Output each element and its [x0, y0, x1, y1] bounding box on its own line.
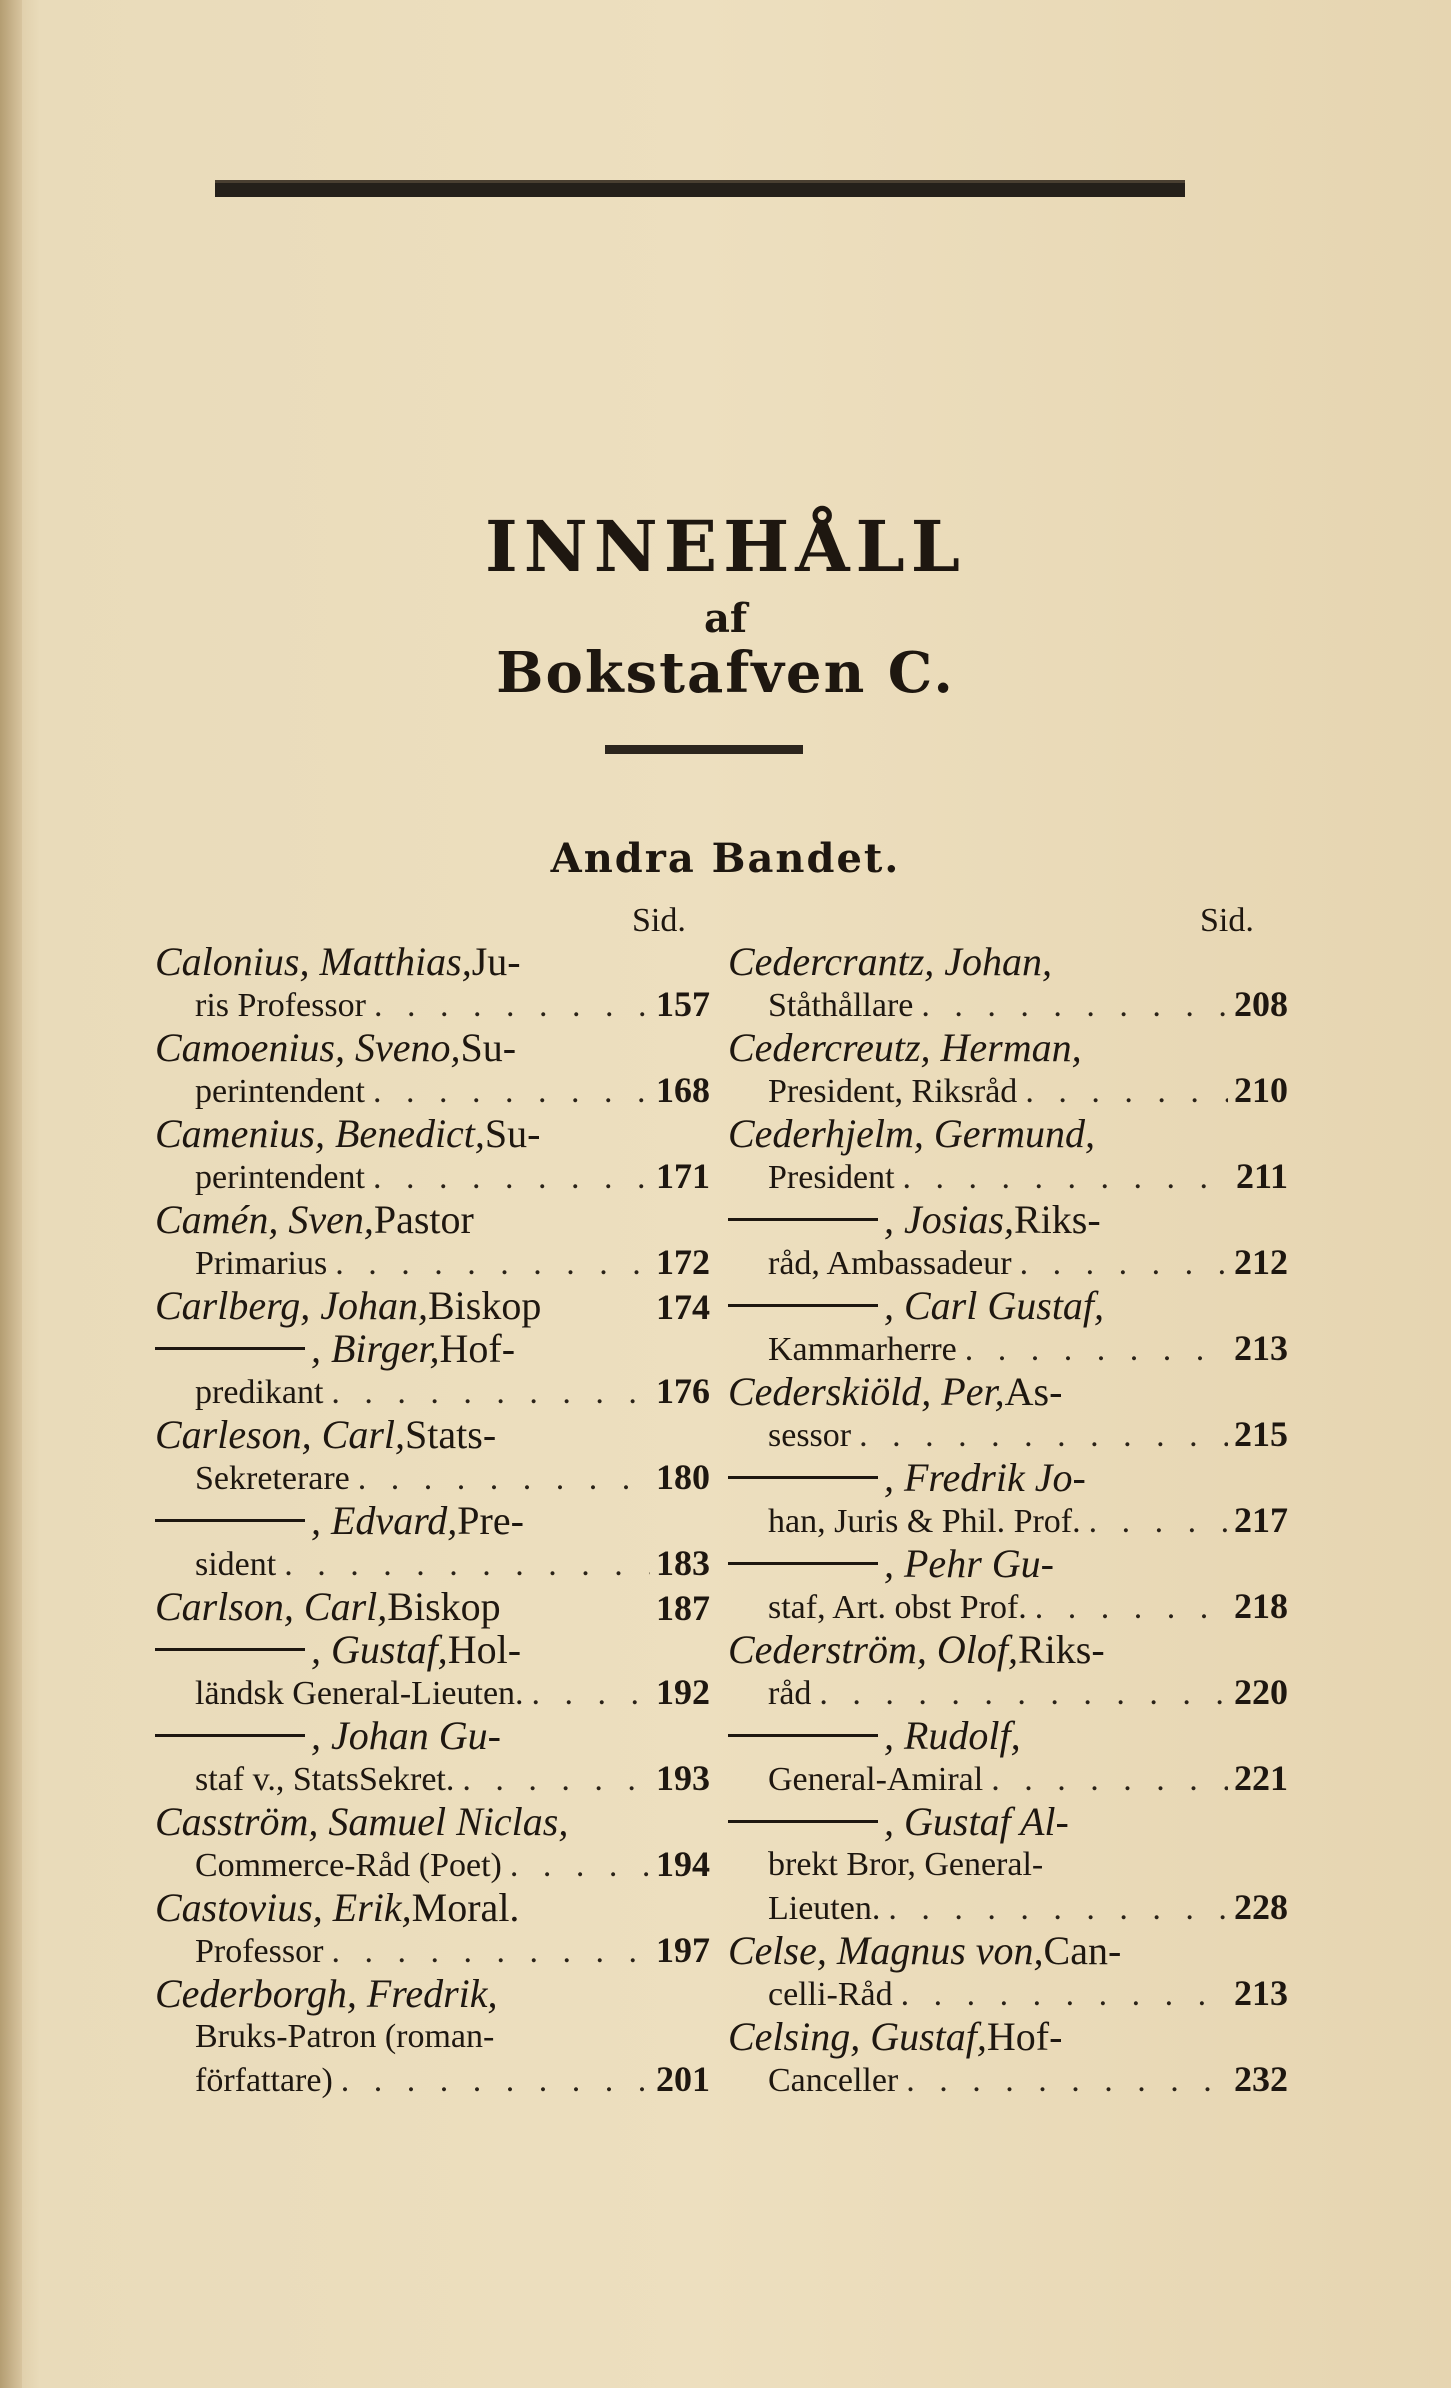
entry-title-fragment: Su- [484, 1111, 541, 1156]
leader-dots [1081, 1500, 1228, 1543]
entry-title: Commerce-Råd (Poet) [195, 1847, 502, 1884]
entry-title: Canceller [768, 2062, 899, 2099]
subtitle: Bokstafven C. [496, 640, 955, 706]
entry-title-fragment: Pre- [457, 1498, 524, 1543]
leader-dots [350, 1457, 650, 1500]
entry-name: Cederborgh, Fredrik, [155, 1971, 498, 2016]
leader-dots [895, 1156, 1230, 1199]
toc-entry [155, 1327, 710, 1413]
toc-entry [728, 1112, 1288, 1198]
leader-dots [276, 1543, 650, 1586]
toc-entry [728, 1929, 1288, 2015]
entry-name: Cederström, Olof, [728, 1627, 1018, 1672]
ditto-dash [728, 1562, 878, 1565]
entry-title-fragment: Moral. [411, 1885, 520, 1930]
leader-dots [983, 1758, 1228, 1801]
toc-entry [728, 1026, 1288, 1112]
leader-dots [1012, 1242, 1228, 1285]
entry-name: , Josias, [884, 1197, 1014, 1242]
page-number: 211 [1235, 1156, 1288, 1196]
entry-title: råd [768, 1675, 812, 1712]
toc-entry [155, 1499, 710, 1585]
entry-name: , Edvard, [311, 1498, 458, 1543]
leader-dots [1017, 1070, 1228, 1113]
subtitle-af: af [703, 595, 748, 642]
ditto-dash [155, 1347, 305, 1350]
entry-name: , Fredrik Jo- [884, 1455, 1086, 1500]
leader-dots [851, 1414, 1228, 1457]
leader-dots [893, 1973, 1228, 2016]
entry-title: perintendent [195, 1159, 365, 1196]
toc-entry [155, 1112, 710, 1198]
entry-title-fragment: Biskop [387, 1584, 501, 1629]
entry-name: Celse, Magnus von, [728, 1928, 1044, 1973]
ditto-dash [728, 1476, 878, 1479]
entry-title-fragment: Riks- [1018, 1627, 1105, 1672]
entry-name: Cedercrantz, Johan, [728, 939, 1053, 984]
toc-entry [155, 940, 710, 1026]
entry-title-continued: Lieuten. [768, 1890, 881, 1927]
page-number: 208 [1234, 984, 1288, 1024]
entry-title-continued: författare) [195, 2062, 333, 2099]
entry-name: Casström, Samuel Niclas, [155, 1799, 569, 1844]
ditto-dash [728, 1218, 878, 1221]
leader-dots [957, 1328, 1228, 1371]
entry-title: sessor [768, 1417, 852, 1454]
entry-title-fragment: Biskop [427, 1283, 542, 1328]
entry-name: Cederskiöld, Per, [728, 1369, 1005, 1414]
leader-dots [365, 1070, 650, 1113]
page-number: 215 [1234, 1414, 1288, 1454]
entry-title: råd, Ambassadeur [768, 1245, 1012, 1282]
entry-title: Primarius [195, 1245, 328, 1282]
sid-label-right: Sid. [1200, 902, 1254, 939]
page-number: 171 [656, 1156, 710, 1196]
page-edge [0, 0, 22, 2388]
page-number: 213 [1234, 1328, 1288, 1368]
entry-name: , Birger, [311, 1326, 440, 1371]
entry-name: Castovius, Erik, [155, 1885, 412, 1930]
entry-title: Sekreterare [195, 1460, 350, 1497]
entry-title-fragment: Hol- [447, 1627, 522, 1672]
toc-entry [728, 1714, 1288, 1800]
page-number: 221 [1234, 1758, 1288, 1798]
page-number: 180 [656, 1457, 710, 1497]
sid-label-left: Sid. [632, 902, 686, 939]
leader-dots [913, 984, 1228, 1027]
entry-name: Camenius, Benedict, [155, 1111, 485, 1156]
page-number: 157 [656, 984, 710, 1024]
toc-entry [728, 1542, 1288, 1628]
page-number: 210 [1234, 1070, 1288, 1110]
leader-dots [524, 1672, 650, 1715]
leader-dots [333, 2059, 650, 2102]
page-number: 193 [656, 1758, 710, 1798]
leader-dots [323, 1930, 650, 1973]
entry-title-fragment: As- [1004, 1369, 1063, 1414]
ditto-dash [728, 1304, 878, 1307]
leader-dots [898, 2059, 1228, 2102]
entry-title: celli-Råd [768, 1976, 893, 2013]
entry-title: ländsk General-Lieuten. [195, 1675, 524, 1712]
leader-dots [880, 1887, 1228, 1930]
page-number: 183 [656, 1543, 710, 1583]
toc-entry [155, 1585, 710, 1628]
entry-title-fragment: Pastor [373, 1197, 474, 1242]
toc-entry [155, 1886, 710, 1972]
left-column [155, 940, 710, 2101]
leader-dots [323, 1371, 650, 1414]
leader-dots [327, 1242, 650, 1285]
entry-title: sident [195, 1546, 277, 1583]
entry-title: perintendent [195, 1073, 365, 1110]
toc-entry [155, 1026, 710, 1112]
entry-title-fragment: Riks- [1014, 1197, 1101, 1242]
toc-entry [155, 1628, 710, 1714]
toc-entry [155, 1800, 710, 1886]
entry-name: Carlberg, Johan, [155, 1283, 428, 1328]
toc-entry [155, 1413, 710, 1499]
ditto-dash [155, 1734, 305, 1737]
leader-dots [1027, 1586, 1228, 1629]
entry-title: Professor [195, 1933, 324, 1970]
page-number: 176 [656, 1371, 710, 1411]
entry-name: Calonius, Matthias, [155, 939, 472, 984]
ditto-dash [155, 1519, 305, 1522]
leader-dots [366, 984, 650, 1027]
page-number: 168 [656, 1070, 710, 1110]
toc-entry [728, 1456, 1288, 1542]
toc-entry [728, 2015, 1288, 2101]
leader-dots [811, 1672, 1228, 1715]
ditto-dash [728, 1734, 878, 1737]
page-number: 194 [656, 1844, 710, 1884]
entry-title: brekt Bror, General- [768, 1846, 1044, 1883]
toc-entry [728, 940, 1288, 1026]
page-number: 172 [656, 1242, 710, 1282]
entry-title-fragment: Can- [1043, 1928, 1122, 1973]
page-number: 212 [1234, 1242, 1288, 1282]
toc-entry [155, 1284, 710, 1327]
section-rule [605, 745, 803, 754]
toc-entry [728, 1198, 1288, 1284]
entry-name: Cedercreutz, Herman, [728, 1025, 1082, 1070]
toc-entry [155, 1198, 710, 1284]
page-number: 201 [656, 2059, 710, 2099]
entry-title-fragment: Hof- [439, 1326, 516, 1371]
ditto-dash [155, 1648, 305, 1651]
entry-title: predikant [195, 1374, 324, 1411]
leader-dots [502, 1844, 650, 1887]
entry-title: staf v., StatsSekret. [195, 1761, 455, 1798]
entry-name: Carleson, Carl, [155, 1412, 406, 1457]
entry-title: han, Juris & Phil. Prof. [768, 1503, 1081, 1540]
entry-name: , Johan Gu- [311, 1713, 501, 1758]
entry-title: Bruks-Patron (roman- [195, 2018, 495, 2055]
page-number: 174 [656, 1287, 710, 1327]
entry-name: Carlson, Carl, [155, 1584, 388, 1629]
entry-title-fragment: Ju- [471, 939, 521, 984]
toc-entry [155, 1972, 710, 2101]
entry-name: Cederhjelm, Germund, [728, 1111, 1095, 1156]
page-title: INNEHÅLL [485, 505, 966, 588]
top-rule [215, 180, 1185, 197]
entry-name: , Rudolf, [884, 1713, 1021, 1758]
page-number: 220 [1234, 1672, 1288, 1712]
page-number: 228 [1234, 1887, 1288, 1927]
entry-title: ris Professor [195, 987, 366, 1024]
page-number: 187 [656, 1588, 710, 1628]
toc-entry [728, 1800, 1288, 1929]
page-number: 197 [656, 1930, 710, 1970]
toc-entry [728, 1628, 1288, 1714]
entry-title: President, Riksråd [768, 1073, 1018, 1110]
entry-title-fragment: Su- [460, 1025, 517, 1070]
entry-name: , Gustaf, [311, 1627, 448, 1672]
entry-name: Camoenius, Sveno, [155, 1025, 461, 1070]
leader-dots [454, 1758, 650, 1801]
entry-name: Celsing, Gustaf, [728, 2014, 987, 2059]
entry-title: staf, Art. obst Prof. [768, 1589, 1027, 1626]
entry-title: President [768, 1159, 895, 1196]
toc-entry [728, 1284, 1288, 1370]
entry-name: , Carl Gustaf, [884, 1283, 1105, 1328]
page-number: 232 [1234, 2059, 1288, 2099]
volume-heading: Andra Bandet. [550, 835, 901, 882]
entry-name: Camén, Sven, [155, 1197, 374, 1242]
entry-name: , Gustaf Al- [884, 1799, 1069, 1844]
toc-entry [728, 1370, 1288, 1456]
page-number: 192 [656, 1672, 710, 1712]
entry-title: Kammarherre [768, 1331, 957, 1368]
toc-entry [155, 1714, 710, 1800]
leader-dots [365, 1156, 650, 1199]
page-number: 217 [1234, 1500, 1288, 1540]
entry-title: Ståthållare [768, 987, 914, 1024]
page-number: 213 [1234, 1973, 1288, 2013]
page-number: 218 [1234, 1586, 1288, 1626]
entry-name: , Pehr Gu- [884, 1541, 1054, 1586]
right-column [728, 940, 1288, 2101]
ditto-dash [728, 1820, 878, 1823]
entry-title: General-Amiral [768, 1761, 984, 1798]
entry-title-fragment: Hof- [986, 2014, 1063, 2059]
entry-title-fragment: Stats- [405, 1412, 497, 1457]
